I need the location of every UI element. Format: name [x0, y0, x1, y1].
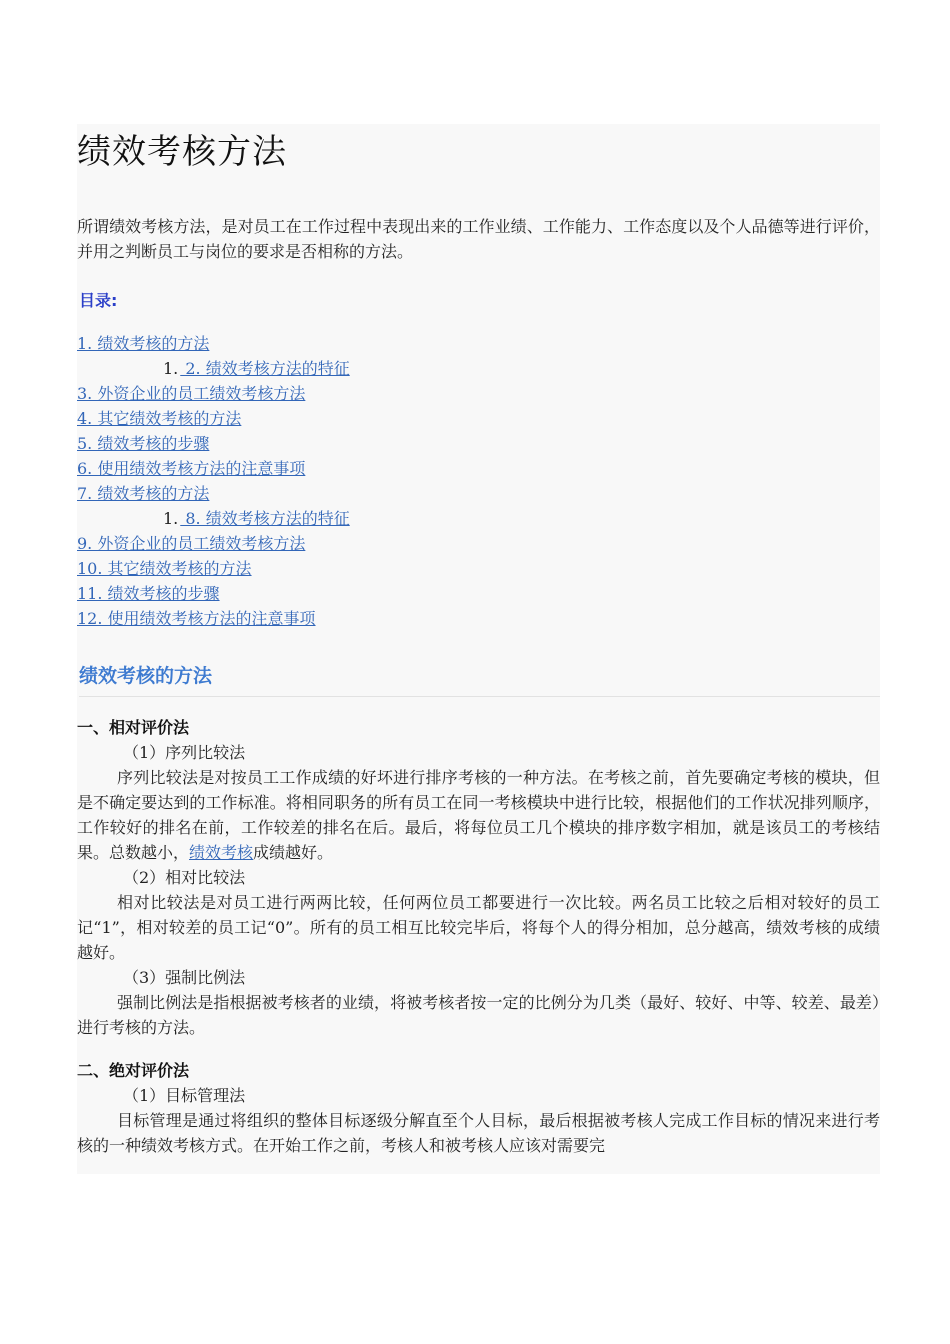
subsection-heading-absolute: 二、绝对评价法 — [77, 1061, 190, 1080]
method-item-title: （3）强制比例法 — [123, 968, 246, 987]
toc-link[interactable]: 12. 使用绩效考核方法的注意事项 — [77, 609, 316, 628]
toc-link[interactable]: 11. 绩效考核的步骤 — [77, 584, 220, 603]
toc-item — [77, 606, 880, 631]
toc-item — [77, 406, 880, 431]
method-paragraph — [77, 765, 880, 865]
toc-link[interactable]: 1. 绩效考核的方法 — [77, 334, 210, 353]
toc-heading: 目录: — [79, 291, 118, 310]
document-body — [77, 124, 880, 1158]
toc-item — [77, 506, 880, 531]
toc-link[interactable]: 6. 使用绩效考核方法的注意事项 — [77, 459, 306, 478]
toc-link[interactable]: 5. 绩效考核的步骤 — [77, 434, 210, 453]
toc-item — [77, 481, 880, 506]
toc-subnumber: 1. — [163, 509, 179, 528]
toc-subnumber: 1. — [163, 359, 179, 378]
toc-link[interactable]: 3. 外资企业的员工绩效考核方法 — [77, 384, 306, 403]
toc-link[interactable]: 8. 绩效考核方法的特征 — [180, 509, 350, 528]
method-paragraph: 强制比例法是指根据被考核者的业绩，将被考核者按一定的比例分为几类（最好、较好、中等、较差、最差）进行考核的方法。 — [77, 993, 880, 1037]
toc-link[interactable]: 10. 其它绩效考核的方法 — [77, 559, 252, 578]
toc-link[interactable]: 7. 绩效考核的方法 — [77, 484, 210, 503]
method-paragraph: 相对比较法是对员工进行两两比较，任何两位员工都要进行一次比较。两名员工比较之后相对较好的员工记“1”，相对较差的员工记“0”。所有的员工相互比较完毕后，将每个人的得分相加，总分越高，绩效考核的成绩越好。 — [77, 893, 880, 962]
intro-paragraph: 所谓绩效考核方法，是对员工在工作过程中表现出来的工作业绩、工作能力、工作态度以及个人品德等进行评价，并用之判断员工与岗位的要求是否相称的方法。 — [77, 217, 880, 261]
subsection-heading-relative: 一、相对评价法 — [77, 718, 190, 737]
toc-link[interactable]: 4. 其它绩效考核的方法 — [77, 409, 242, 428]
toc-item — [77, 331, 880, 356]
inline-link-performance[interactable]: 绩效考核 — [189, 843, 254, 862]
method-item-title: （1）序列比较法 — [123, 743, 246, 762]
method-paragraph: 目标管理是通过将组织的整体目标逐级分解直至个人目标，最后根据被考核人完成工作目标的情况来进行考核的一种绩效考核方式。在开始工作之前，考核人和被考核人应该对需要完 — [77, 1111, 880, 1155]
toc-item — [77, 581, 880, 606]
toc-link[interactable]: 9. 外资企业的员工绩效考核方法 — [77, 534, 306, 553]
method-item-title: （1）目标管理法 — [123, 1086, 246, 1105]
section-heading: 绩效考核的方法 — [79, 661, 880, 697]
toc-item — [77, 431, 880, 456]
toc-item — [77, 356, 880, 381]
toc-item — [77, 556, 880, 581]
table-of-contents — [77, 331, 880, 631]
toc-item — [77, 456, 880, 481]
method-item-title: （2）相对比较法 — [123, 868, 246, 887]
page-title: 绩效考核方法 — [77, 132, 287, 172]
paragraph-text: 成绩越好。 — [253, 843, 334, 862]
toc-link[interactable]: 2. 绩效考核方法的特征 — [180, 359, 350, 378]
paragraph-text: 序列比较法是对按员工工作成绩的好坏进行排序考核的一种方法。在考核之前，首先要确定考核的模块，但是不确定要达到的工作标准。将相同职务的所有员工在同一考核模块中进行比较，根据他们的工作状况排列顺序，工作较好的排名在前，工作较差的排名在后。最后，将每位员工几个模块的排序数字相加，就是该员工的考核结果。总数越小， — [77, 768, 880, 862]
toc-item — [77, 531, 880, 556]
toc-item — [77, 381, 880, 406]
